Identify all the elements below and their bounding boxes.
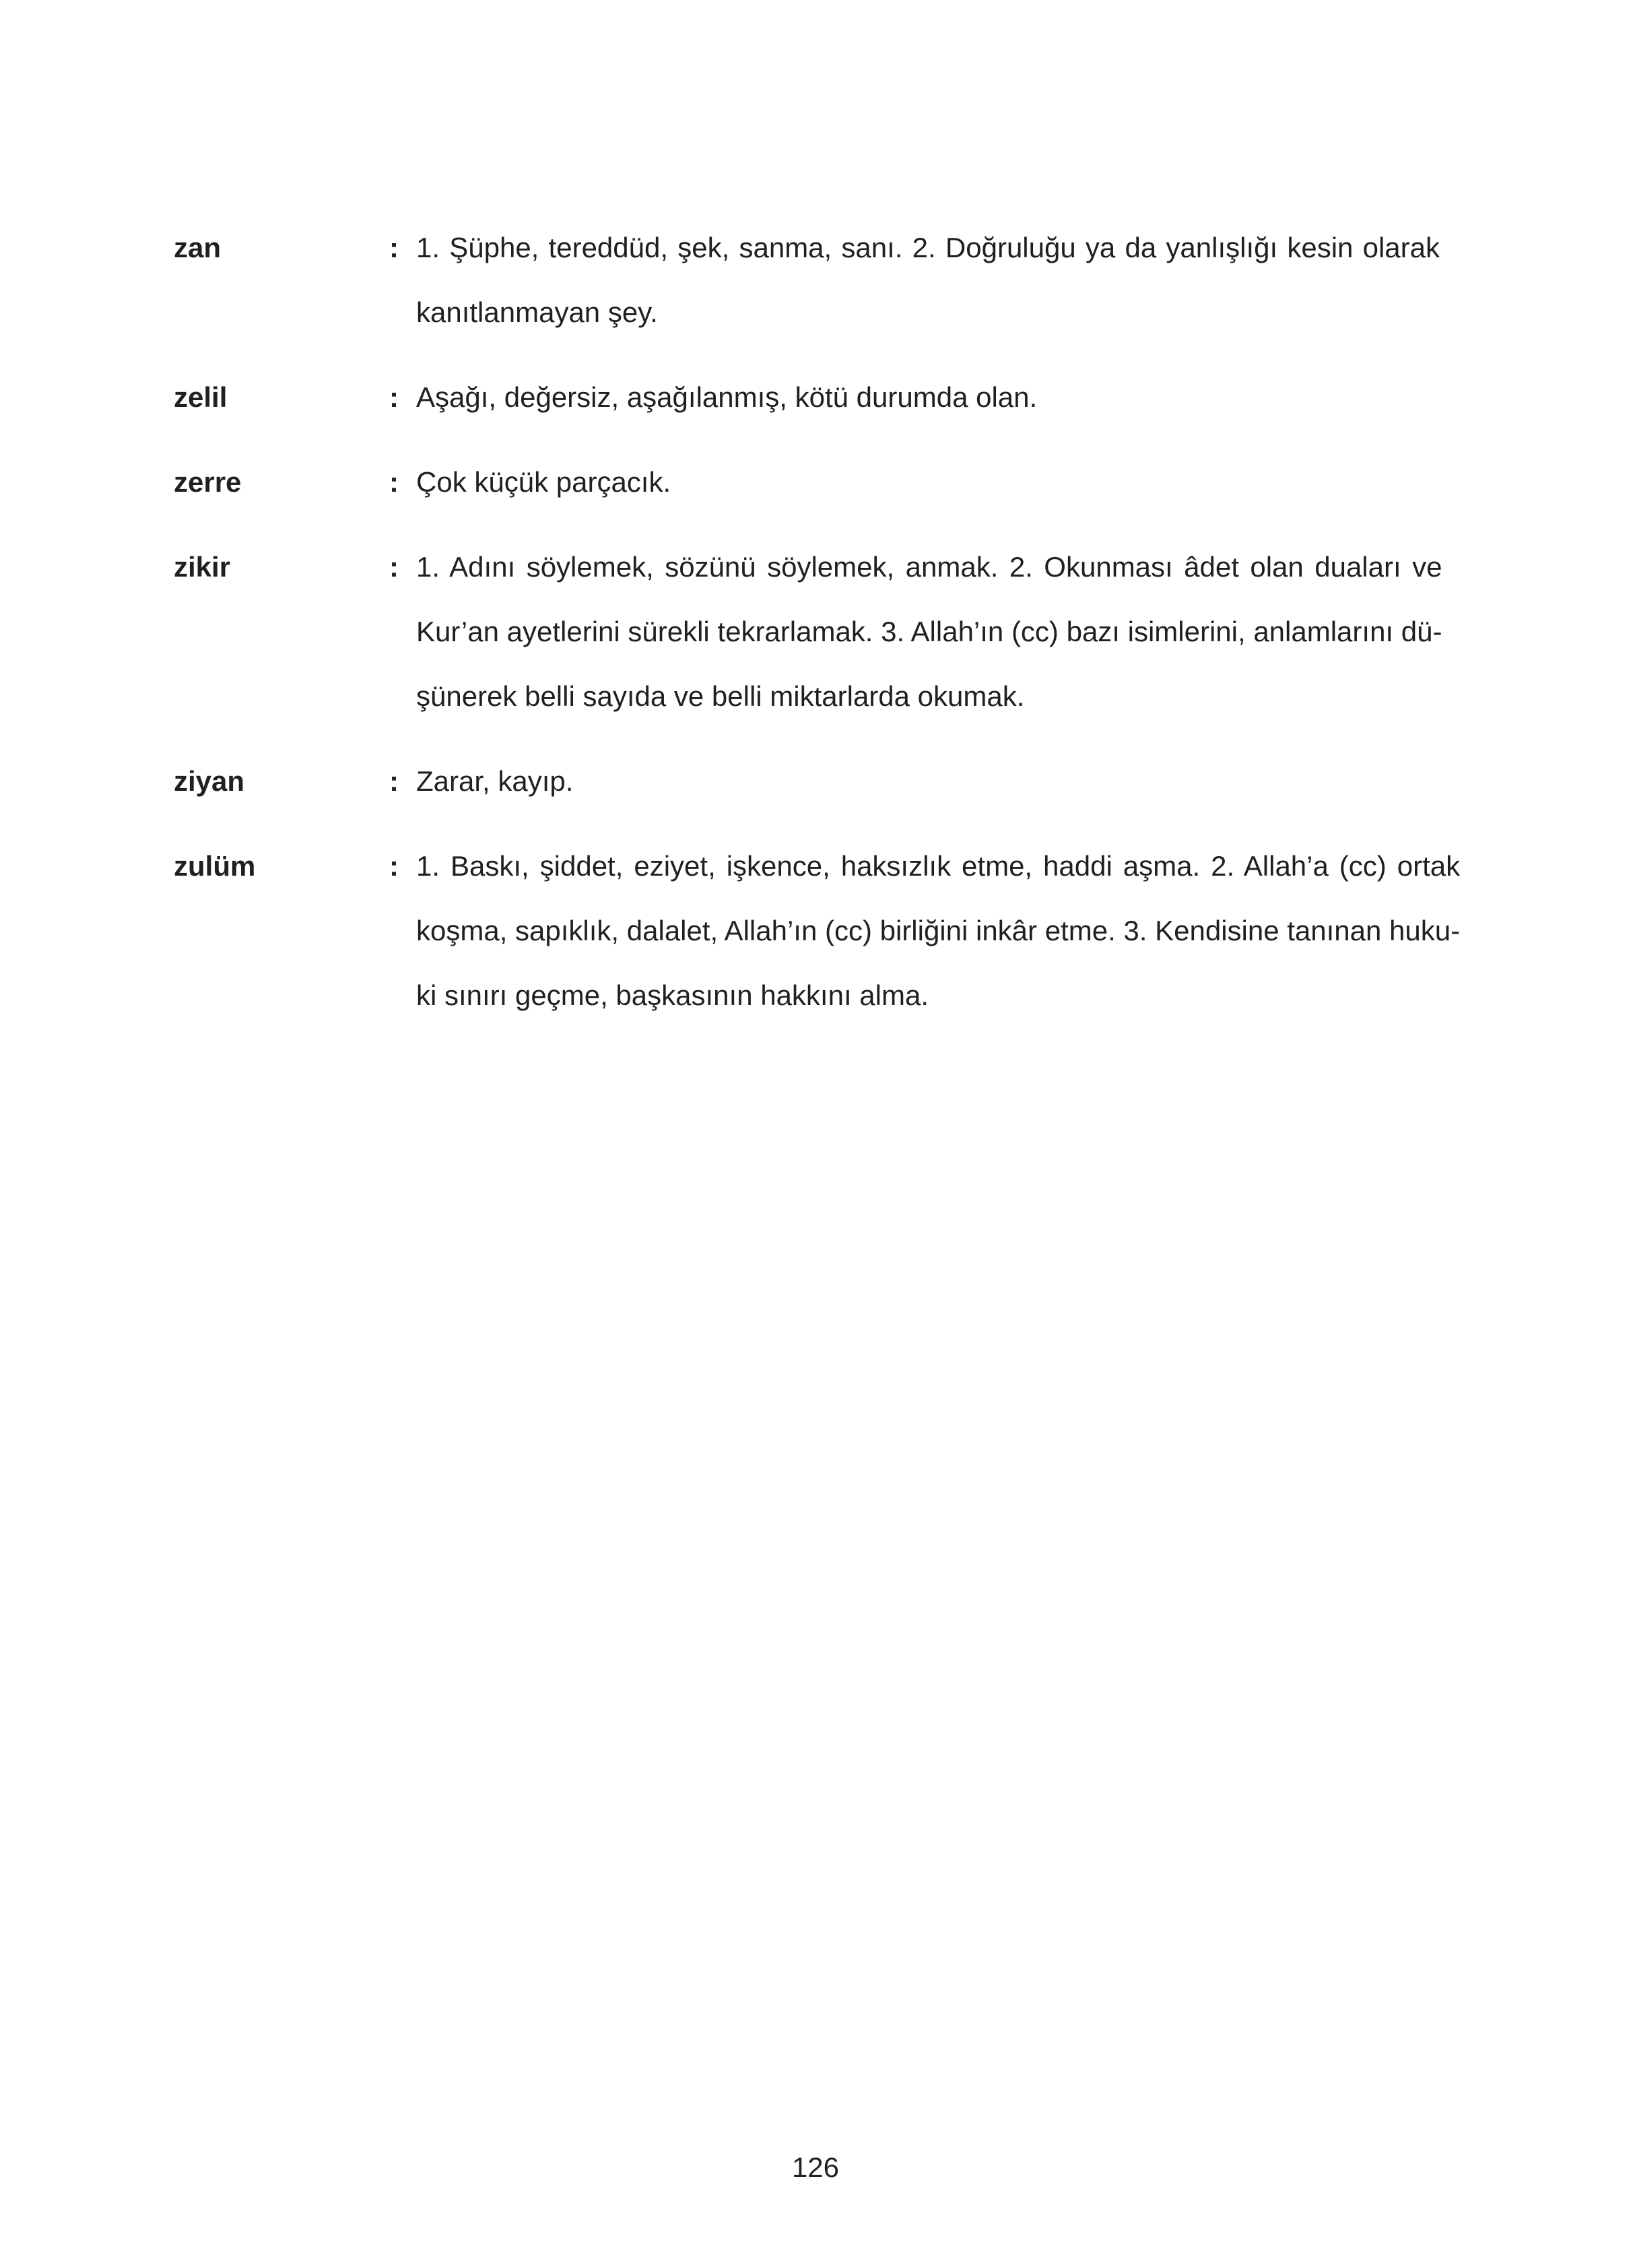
separator-colon: :	[389, 850, 399, 882]
glossary-entry-zerre	[174, 450, 1440, 515]
term: zikir	[174, 551, 231, 583]
glossary-entry-zelil	[174, 365, 1440, 430]
definition-line: Aşağı, değersiz, aşağılanmış, kötü durumda olan.	[416, 381, 1038, 413]
definition	[416, 834, 1460, 1028]
definition-line: 1. Adını söylemek, sözünü söylemek, anmak. 2. Okunması âdet olan duaları ve	[416, 551, 1442, 583]
glossary-list	[174, 216, 1461, 1048]
separator-colon: :	[389, 466, 399, 498]
definition-line: ki sınırı geçme, başkasının hakkını alma.	[416, 979, 929, 1011]
definition	[416, 749, 1440, 814]
separator-colon: :	[389, 381, 399, 413]
definition-line: Zarar, kayıp.	[416, 765, 574, 797]
definition-line: Çok küçük parçacık.	[416, 466, 671, 498]
separator-colon: :	[389, 765, 399, 797]
separator-colon: :	[389, 551, 399, 583]
definition-line: kanıtlanmayan şey.	[416, 296, 658, 328]
definition-line: Kur’an ayetlerini sürekli tekrarlamak. 3. Allah’ın (cc) bazı isimlerini, anlamlarını dü-	[416, 616, 1442, 647]
definition	[416, 450, 1440, 515]
definition-line: 1. Baskı, şiddet, eziyet, işkence, haksızlık etme, haddi aşma. 2. Allah’a (cc) ortak	[416, 850, 1461, 882]
term: zerre	[174, 466, 242, 498]
term: zan	[174, 232, 222, 263]
definition-line: 1. Şüphe, tereddüd, şek, sanma, sanı. 2. Doğruluğu ya da yanlışlığı kesin olarak	[416, 232, 1440, 263]
definition	[416, 535, 1442, 729]
term: zelil	[174, 381, 228, 413]
definition-line: koşma, sapıklık, dalalet, Allah’ın (cc) birliğini inkâr etme. 3. Kendisine tanınan huku-	[416, 915, 1461, 946]
glossary-entry-zulum	[174, 834, 1461, 1028]
term: zulüm	[174, 850, 256, 882]
glossary-entry-zikir	[174, 535, 1440, 729]
term: ziyan	[174, 765, 245, 797]
page-number: 126	[791, 2151, 840, 2183]
definition	[416, 216, 1440, 345]
separator-colon: :	[389, 232, 399, 263]
definition	[416, 365, 1440, 430]
glossary-entry-ziyan	[174, 749, 1440, 814]
definition-line: şünerek belli sayıda ve belli miktarlarda okumak.	[416, 680, 1025, 712]
glossary-entry-zan	[174, 216, 1440, 345]
